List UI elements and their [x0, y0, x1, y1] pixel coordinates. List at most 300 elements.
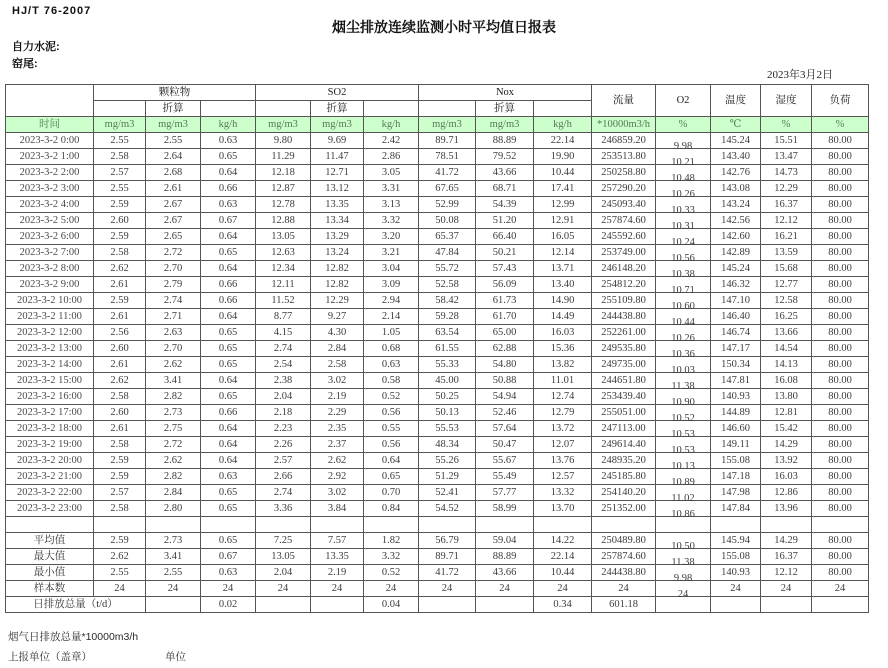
cell: 80.00: [812, 405, 869, 421]
cell: 55.53: [419, 421, 476, 437]
cell: 13.71: [534, 261, 592, 277]
cell: 0.68: [364, 341, 419, 357]
cell: 0.64: [201, 421, 256, 437]
cell: 1.82: [364, 533, 419, 549]
cell: 12.79: [534, 405, 592, 421]
table-row: [6, 485, 869, 501]
cell: 1.05: [364, 325, 419, 341]
cell: 2.66: [256, 469, 311, 485]
col-temperature: 温度: [711, 85, 761, 117]
cell: 24: [592, 581, 656, 597]
cell: 147.10: [711, 293, 761, 309]
cell: 2.55: [146, 565, 201, 581]
cell: 24: [534, 581, 592, 597]
cell: [6, 517, 94, 533]
summary-label: 最小值: [6, 565, 94, 581]
time-cell: 2023-3-2 9:00: [6, 277, 94, 293]
cell: 80.00: [812, 549, 869, 565]
temperature-unit: ℃: [711, 117, 761, 133]
cell: 0.64: [201, 437, 256, 453]
cell: 2.92: [311, 469, 364, 485]
cell: [364, 517, 419, 533]
report-unit-label: 上报单位（盖章）: [8, 651, 92, 663]
cell: 2.63: [146, 325, 201, 341]
time-cell: 2023-3-2 22:00: [6, 485, 94, 501]
cell: 0.34: [534, 597, 592, 613]
cell: 80.00: [812, 149, 869, 165]
cell: 79.52: [476, 149, 534, 165]
cell: 2.60: [94, 341, 146, 357]
nox-kgh-unit: kg/h: [534, 117, 592, 133]
cell: 2.62: [146, 453, 201, 469]
cell: 48.34: [419, 437, 476, 453]
cell: 2.72: [146, 437, 201, 453]
o2-value: 10.26: [671, 333, 695, 344]
o2-value: 9.98: [673, 141, 693, 152]
o2-value: 10.36: [671, 349, 695, 360]
time-cell: 2023-3-2 5:00: [6, 213, 94, 229]
cell: 3.41: [146, 373, 201, 389]
cell: 80.00: [812, 469, 869, 485]
cell: 54.39: [476, 197, 534, 213]
cell: 11.29: [256, 149, 311, 165]
cell: 12.34: [256, 261, 311, 277]
pm-converted-mgm3-unit: mg/m3: [146, 117, 201, 133]
cell: 2.79: [146, 277, 201, 293]
cell: 0.56: [364, 405, 419, 421]
table-row: [6, 293, 869, 309]
cell: 2.59: [94, 453, 146, 469]
summary-row: [6, 581, 869, 597]
cell: 59.04: [476, 533, 534, 549]
cell: 2.60: [94, 213, 146, 229]
time-cell: 2023-3-2 4:00: [6, 197, 94, 213]
table-row: [6, 437, 869, 453]
cell: 12.18: [256, 165, 311, 181]
cell: 59.28: [419, 309, 476, 325]
cell: 14.54: [761, 341, 812, 357]
o2-value: 10.03: [671, 365, 695, 376]
o2-value: 10.60: [671, 301, 695, 312]
cell: 54.52: [419, 501, 476, 517]
table-row: [6, 373, 869, 389]
cell: 52.46: [476, 405, 534, 421]
cell: 12.71: [311, 165, 364, 181]
cell: [656, 133, 711, 152]
pm-converted-label: 折算: [146, 101, 201, 117]
cell: 78.51: [419, 149, 476, 165]
time-cell: 2023-3-2 18:00: [6, 421, 94, 437]
cell: 2.59: [94, 229, 146, 245]
cell: 2.73: [146, 533, 201, 549]
cell: 246148.20: [592, 261, 656, 277]
cell: 2.74: [256, 341, 311, 357]
cell: 2.70: [146, 261, 201, 277]
cell: 80.00: [812, 421, 869, 437]
o2-value: 10.38: [671, 269, 695, 280]
cell: 2.68: [146, 165, 201, 181]
cell: [476, 597, 534, 613]
cell: 55.67: [476, 453, 534, 469]
cell: 245185.80: [592, 469, 656, 485]
o2-value: 10.33: [671, 205, 695, 216]
cell: 16.37: [761, 197, 812, 213]
cell: 257874.60: [592, 213, 656, 229]
cell: 2.14: [364, 309, 419, 325]
cell: 2.64: [146, 149, 201, 165]
cell: 22.14: [534, 549, 592, 565]
cell: 2.59: [94, 533, 146, 549]
time-cell: 2023-3-2 13:00: [6, 341, 94, 357]
time-cell: 2023-3-2 14:00: [6, 357, 94, 373]
cell: 0.63: [201, 197, 256, 213]
cell: 2.55: [146, 133, 201, 149]
cell: 0.65: [201, 341, 256, 357]
cell: 62.88: [476, 341, 534, 357]
cell: 3.20: [364, 229, 419, 245]
cell: 0.65: [201, 501, 256, 517]
table-row: [6, 149, 869, 165]
cell: 24: [201, 581, 256, 597]
cell: 24: [761, 581, 812, 597]
cell: 0.56: [364, 437, 419, 453]
cell: 3.84: [311, 501, 364, 517]
col-group-so2: SO2: [256, 85, 419, 101]
summary-row: [6, 549, 869, 565]
cell: [419, 597, 476, 613]
cell: 3.21: [364, 245, 419, 261]
o2-value: 10.71: [671, 285, 695, 296]
cell: 3.09: [364, 277, 419, 293]
cell: 80.00: [812, 533, 869, 549]
cell: 2.35: [311, 421, 364, 437]
nox-converted-mgm3-unit: mg/m3: [476, 117, 534, 133]
humidity-unit: %: [761, 117, 812, 133]
cell: 3.05: [364, 165, 419, 181]
cell: 0.65: [201, 533, 256, 549]
cell: 43.66: [476, 165, 534, 181]
cell: 3.41: [146, 549, 201, 565]
cell: 2.62: [94, 549, 146, 565]
cell: 14.73: [761, 165, 812, 181]
cell: 50.13: [419, 405, 476, 421]
cell: 13.35: [311, 197, 364, 213]
cell: 15.68: [761, 261, 812, 277]
cell: 3.36: [256, 501, 311, 517]
cell: 249614.40: [592, 437, 656, 453]
cell: 0.64: [201, 229, 256, 245]
cell: 601.18: [592, 597, 656, 613]
cell: 249735.00: [592, 357, 656, 373]
time-cell: 2023-3-2 6:00: [6, 229, 94, 245]
cell: 12.78: [256, 197, 311, 213]
time-cell: 2023-3-2 11:00: [6, 309, 94, 325]
cell: 3.04: [364, 261, 419, 277]
cell: 58.99: [476, 501, 534, 517]
cell: 2.59: [94, 293, 146, 309]
cell: 0.64: [201, 373, 256, 389]
table-row: [6, 181, 869, 197]
load-unit: %: [812, 117, 869, 133]
cell: 65.37: [419, 229, 476, 245]
cell: 244438.80: [592, 565, 656, 581]
cell: [656, 533, 711, 552]
cell: 13.72: [534, 421, 592, 437]
cell: 80.00: [812, 453, 869, 469]
cell: 17.41: [534, 181, 592, 197]
cell: 24: [364, 581, 419, 597]
cell: 140.93: [711, 389, 761, 405]
table-row: [6, 469, 869, 485]
o2-value: 10.53: [671, 429, 695, 440]
cell: 13.05: [256, 229, 311, 245]
cell: 0.65: [201, 389, 256, 405]
cell: 0.70: [364, 485, 419, 501]
daily-total-row: [6, 597, 869, 613]
cell: [761, 517, 812, 533]
cell: 0.63: [201, 469, 256, 485]
cell: 10.44: [534, 165, 592, 181]
pm-kgh-spacer: [201, 101, 256, 117]
cell: 2.74: [256, 485, 311, 501]
cell: 245592.60: [592, 229, 656, 245]
cell: 9.69: [311, 133, 364, 149]
cell: 2.61: [94, 421, 146, 437]
cell: 2.58: [94, 437, 146, 453]
cell: 13.29: [311, 229, 364, 245]
cell: 0.66: [201, 181, 256, 197]
cell: 245093.40: [592, 197, 656, 213]
cell: 0.84: [364, 501, 419, 517]
summary-label: 最大值: [6, 549, 94, 565]
cell: 2.42: [364, 133, 419, 149]
cell: 13.70: [534, 501, 592, 517]
cell: 0.52: [364, 565, 419, 581]
cell: 55.33: [419, 357, 476, 373]
cell: [711, 597, 761, 613]
table-row: [6, 389, 869, 405]
cell: 80.00: [812, 213, 869, 229]
cell: 41.72: [419, 165, 476, 181]
cell: 2.58: [94, 501, 146, 517]
cell: 52.41: [419, 485, 476, 501]
cell: 13.96: [761, 501, 812, 517]
cell: 2.26: [256, 437, 311, 453]
cell: 147.98: [711, 485, 761, 501]
cell: 2.58: [311, 357, 364, 373]
time-cell: 2023-3-2 19:00: [6, 437, 94, 453]
unit-label: 单位: [165, 651, 186, 663]
cell: 2.70: [146, 341, 201, 357]
cell: 2.75: [146, 421, 201, 437]
cell: 2.84: [311, 341, 364, 357]
time-cell: 2023-3-2 15:00: [6, 373, 94, 389]
cell: 247113.00: [592, 421, 656, 437]
cell: 7.57: [311, 533, 364, 549]
cell: 11.01: [534, 373, 592, 389]
cell: 16.37: [761, 549, 812, 565]
cell: 2.73: [146, 405, 201, 421]
table-row: [6, 501, 869, 517]
cell: 2.56: [94, 325, 146, 341]
cell: 52.99: [419, 197, 476, 213]
time-cell: 2023-3-2 8:00: [6, 261, 94, 277]
cell: 146.32: [711, 277, 761, 293]
cell: 255109.80: [592, 293, 656, 309]
cell: 4.30: [311, 325, 364, 341]
cell: 3.31: [364, 181, 419, 197]
cell: 13.82: [534, 357, 592, 373]
cell: 19.90: [534, 149, 592, 165]
table-row: [6, 197, 869, 213]
cell: 65.00: [476, 325, 534, 341]
cell: 50.47: [476, 437, 534, 453]
cell: [761, 597, 812, 613]
cell: 143.08: [711, 181, 761, 197]
cell: 251352.00: [592, 501, 656, 517]
col-group-pm: 颗粒物: [94, 85, 256, 101]
cell: 2.80: [146, 501, 201, 517]
time-column-header: 时间: [6, 117, 94, 133]
cell: 2.38: [256, 373, 311, 389]
cell: 2.61: [94, 309, 146, 325]
cell: 16.21: [761, 229, 812, 245]
cell: 2.29: [311, 405, 364, 421]
cell: 155.08: [711, 549, 761, 565]
nox-converted-label: 折算: [476, 101, 534, 117]
cell: 16.08: [761, 373, 812, 389]
table-row: [6, 261, 869, 277]
cell: 2.04: [256, 565, 311, 581]
standard-code: HJ/T 76-2007: [12, 5, 92, 17]
cell: 147.18: [711, 469, 761, 485]
cell: 12.91: [534, 213, 592, 229]
cell: 13.92: [761, 453, 812, 469]
cell: 11.52: [256, 293, 311, 309]
cell: 47.84: [419, 245, 476, 261]
col-flow: 流量: [592, 85, 656, 117]
cell: 250258.80: [592, 165, 656, 181]
cell: 2.23: [256, 421, 311, 437]
cell: 142.60: [711, 229, 761, 245]
table-row: [6, 165, 869, 181]
cell: 2.82: [146, 389, 201, 405]
o2-value: 10.53: [671, 445, 695, 456]
cell: 80.00: [812, 501, 869, 517]
o2-value: 11.02: [671, 493, 695, 504]
cell: 2.61: [146, 181, 201, 197]
cell: 142.56: [711, 213, 761, 229]
cell: 0.65: [201, 485, 256, 501]
cell: [311, 517, 364, 533]
cell: 12.12: [761, 565, 812, 581]
cell: 249535.80: [592, 341, 656, 357]
cell: 15.42: [761, 421, 812, 437]
pm-kgh-unit: kg/h: [201, 117, 256, 133]
cell: 2.04: [256, 389, 311, 405]
cell: 2.57: [256, 453, 311, 469]
cell: 0.66: [201, 405, 256, 421]
cell: 51.20: [476, 213, 534, 229]
cell: 56.79: [419, 533, 476, 549]
cell: 2.82: [146, 469, 201, 485]
cell: 12.82: [311, 261, 364, 277]
cell: 0.66: [201, 293, 256, 309]
cell: 12.87: [256, 181, 311, 197]
cell: 2.59: [94, 197, 146, 213]
table-row: [6, 133, 869, 149]
cell: 14.29: [761, 533, 812, 549]
cell: 80.00: [812, 197, 869, 213]
table-body: [6, 133, 869, 613]
cell: 145.24: [711, 261, 761, 277]
cell: 143.24: [711, 197, 761, 213]
summary-label: 平均值: [6, 533, 94, 549]
cell: [476, 517, 534, 533]
cell: 3.02: [311, 485, 364, 501]
cell: 13.34: [311, 213, 364, 229]
o2-value: 10.52: [671, 413, 695, 424]
o2-value: 10.31: [671, 221, 695, 232]
cell: 0.02: [201, 597, 256, 613]
cell: 80.00: [812, 565, 869, 581]
cell: 80.00: [812, 437, 869, 453]
cell: 12.29: [761, 181, 812, 197]
time-cell: 2023-3-2 0:00: [6, 133, 94, 149]
cell: 0.64: [201, 453, 256, 469]
cell: 255051.00: [592, 405, 656, 421]
cell: 252261.00: [592, 325, 656, 341]
so2-converted-label: 折算: [311, 101, 364, 117]
so2-converted-mgm3-unit: mg/m3: [311, 117, 364, 133]
cell: 149.11: [711, 437, 761, 453]
cell: [256, 517, 311, 533]
cell: 248935.20: [592, 453, 656, 469]
cell: 80.00: [812, 229, 869, 245]
table-row: [6, 277, 869, 293]
cell: 3.32: [364, 213, 419, 229]
cell: 0.65: [201, 325, 256, 341]
cell: 14.90: [534, 293, 592, 309]
cell: 147.81: [711, 373, 761, 389]
cell: 147.84: [711, 501, 761, 517]
time-header-spacer: [6, 85, 94, 117]
cell: 12.81: [761, 405, 812, 421]
cell: 15.51: [761, 133, 812, 149]
cell: 146.60: [711, 421, 761, 437]
cell: 0.65: [201, 245, 256, 261]
cell: 253439.40: [592, 389, 656, 405]
cell: 67.65: [419, 181, 476, 197]
time-cell: 2023-3-2 23:00: [6, 501, 94, 517]
cell: [534, 517, 592, 533]
o2-value: 10.24: [671, 237, 695, 248]
cell: 24: [146, 581, 201, 597]
cell: 0.65: [201, 149, 256, 165]
time-cell: 2023-3-2 10:00: [6, 293, 94, 309]
cell: 14.49: [534, 309, 592, 325]
cell: 12.14: [534, 245, 592, 261]
cell: 2.60: [94, 405, 146, 421]
o2-value: 24: [677, 589, 689, 600]
cell: 89.71: [419, 133, 476, 149]
nox-kgh-spacer: [534, 101, 592, 117]
cell: 50.21: [476, 245, 534, 261]
cell: 14.29: [761, 437, 812, 453]
cell: 10.44: [534, 565, 592, 581]
col-humidity: 湿度: [761, 85, 812, 117]
cell: 2.65: [146, 229, 201, 245]
